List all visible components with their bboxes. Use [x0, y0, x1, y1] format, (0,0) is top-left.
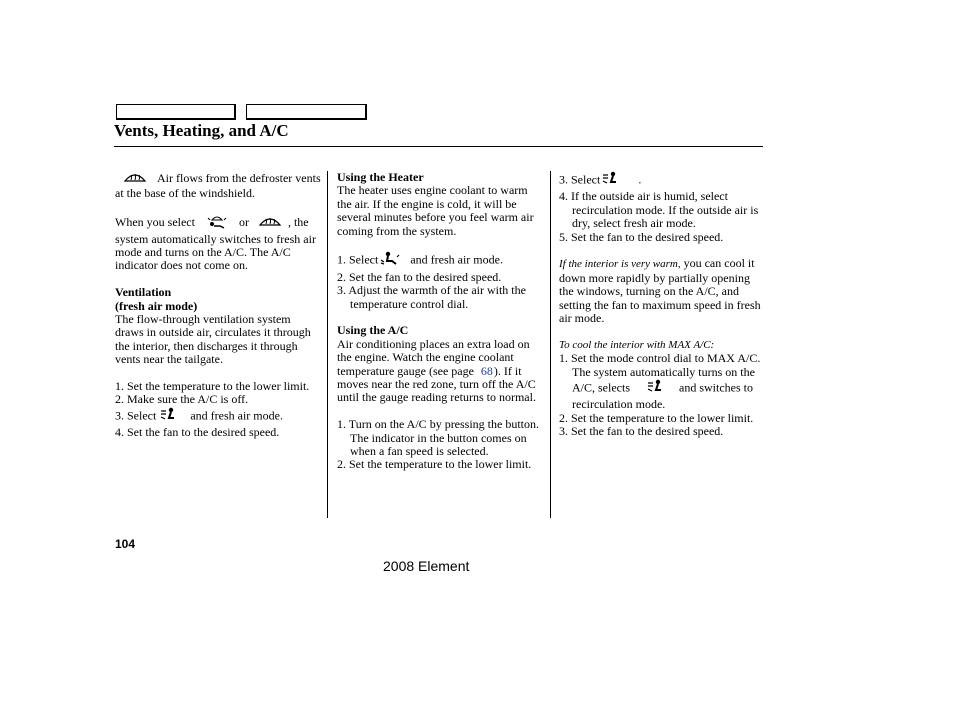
defrost-icon: [123, 171, 147, 187]
auto-switch-text: , the system automatically switches to fresh air mode and turns on the A/C. The A/C indicator does not come on.: [115, 215, 316, 273]
list-item: 4. If the outside air is humid, select recirculation mode. If the outside air is dry, select fresh air mode.: [559, 189, 759, 231]
nav-button-index[interactable]: [246, 104, 367, 120]
footer-title: 2008 Element: [383, 558, 470, 574]
when-select-text: When you select: [115, 215, 195, 230]
list-item: 2. Set the temperature to the lower limit.: [337, 457, 532, 472]
title-rule: [114, 146, 763, 147]
column-divider: [550, 171, 551, 518]
column-2: [337, 171, 541, 472]
floor-vent-icon: [393, 251, 400, 270]
heater-heading: Using the Heater: [337, 170, 424, 184]
or-text: or: [238, 215, 249, 230]
list-item: 2. Make sure the A/C is off.: [115, 392, 249, 407]
list-item: 3. Adjust the warmth of the air with the temperature control dial.: [337, 283, 526, 311]
max-ac-heading: To cool the interior with MAX A/C:: [559, 338, 715, 351]
column-1: [115, 171, 321, 440]
defrost-text: Air flows from the defroster vents at the base of the windshield.: [115, 170, 321, 201]
list-item: 1. Set the temperature to the lower limit.: [115, 379, 310, 394]
list-item: 3. Set the fan to the desired speed.: [559, 424, 724, 439]
list-item: 3. Select and fresh air mode.: [115, 407, 321, 426]
column-3: [559, 171, 763, 439]
vent-mode-icon: [173, 407, 178, 426]
ventilation-heading: Ventilation: [115, 285, 172, 300]
list-item: 1. Turn on the A/C by pressing the button. The indicator in the button comes on when a fan speed is selected.: [337, 417, 540, 459]
heater-text: The heater uses engine coolant to warm the air. If the engine is cold, it will be several minutes before you feel warm air coming from the system.: [337, 183, 534, 238]
vent-mode-icon: [615, 171, 620, 190]
list-item: 2. Set the fan to the desired speed.: [337, 269, 502, 284]
vent-mode-icon: [647, 379, 665, 398]
column-divider: [327, 171, 328, 518]
ac-text: Air conditioning places an extra load on the engine. Watch the engine coolant temperature gauge (see page 68). If it moves near the red zone, turn off the A/C until the gauge reading returns to normal.: [337, 336, 536, 405]
list-item: 4. Set the fan to the desired speed.: [115, 425, 280, 440]
list-item: 2. Set the temperature to the lower limit.: [559, 410, 754, 425]
defrost-floor-icon: [204, 214, 230, 232]
warm-interior-text: If the interior is very warm, you can cool it down more rapidly by partially opening the windows, turning on the A/C, and setting the fan to maximum speed in fresh air mode.: [559, 256, 761, 326]
page-number: 104: [115, 537, 136, 551]
ventilation-text: The flow-through ventilation system draws in outside air, circulates it through the interior, then discharges it through vents near the tailgate.: [115, 312, 311, 367]
nav-button-contents[interactable]: [116, 104, 236, 120]
max-ac-note: The system automatically turns on the A/C, selects and switches to recirculation mode.: [572, 364, 755, 412]
list-item: 1. Select and fresh air mode.: [337, 251, 541, 270]
page-link[interactable]: 68: [480, 363, 493, 378]
page-title: Vents, Heating, and A/C: [114, 121, 289, 140]
list-item: 1. Set the mode control dial to MAX A/C.: [559, 351, 761, 366]
list-item: 5. Set the fan to the desired speed.: [559, 229, 724, 244]
fresh-air-heading: (fresh air mode): [115, 298, 198, 313]
ac-heading: Using the A/C: [337, 323, 409, 338]
defrost-icon: [258, 215, 282, 231]
list-item: 3. Select .: [559, 171, 763, 190]
